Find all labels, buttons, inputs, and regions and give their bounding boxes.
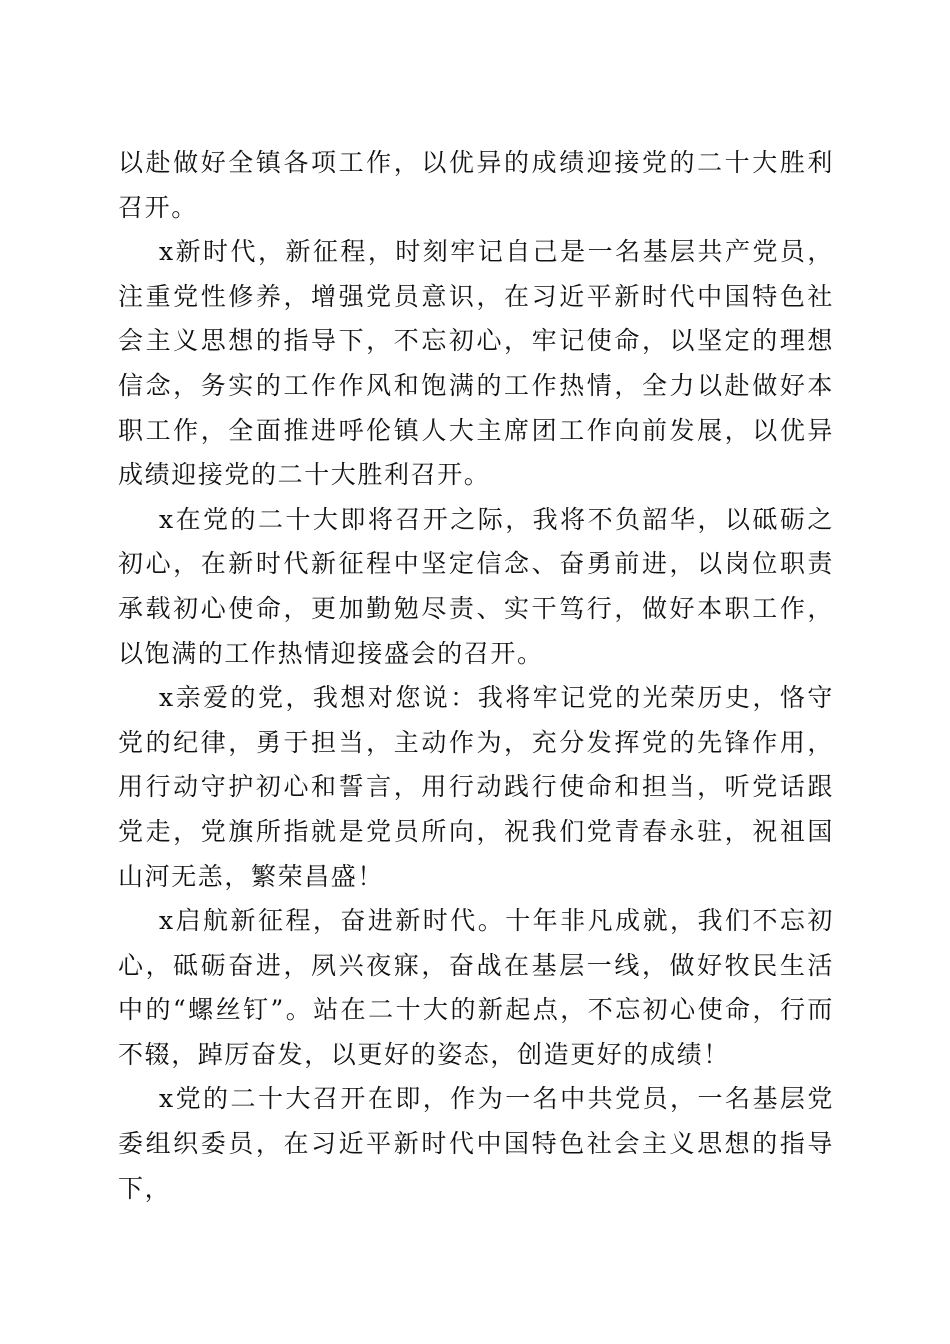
paragraph-1: 以赴做好全镇各项工作，以优异的成绩迎接党的二十大胜利召开。 [118, 148, 834, 222]
paragraph-3: x在党的二十大即将召开之际，我将不负韶华，以砥砺之初心，在新时代新征程中坚定信念、奋勇前进，以岗位职责承载初心使命，更加勤勉尽责、实干笃行，做好本职工作，以饱满的工作热情迎接盛会的召开。 [118, 504, 834, 668]
paragraph-5: x启航新征程，奋进新时代。十年非凡成就，我们不忘初心，砥砺奋进，夙兴夜寐，奋战在基层一线，做好牧民生活中的“螺丝钉”。站在二十大的新起点，不忘初心使命，行而不辍，踔厉奋发，以更好的姿态，创造更好的成绩！ [118, 906, 834, 1069]
paragraph-2: x新时代，新征程，时刻牢记自己是一名基层共产党员，注重党性修养，增强党员意识，在习近平新时代中国特色社会主义思想的指导下，不忘初心，牢记使命，以坚定的理想信念，务实的工作作风和饱满的工作热情，全力以赴做好本职工作，全面推进呼伦镇人大主席团工作向前发展，以优异成绩迎接党的二十大胜利召开。 [118, 237, 834, 490]
paragraph-4: x亲爱的党，我想对您说：我将牢记党的光荣历史，恪守党的纪律，勇于担当，主动作为，充分发挥党的先锋作用，用行动守护初心和誓言，用行动践行使命和担当，听党话跟党走，党旗所指就是党员所向，祝我们党青春永驻，祝祖国山河无恙，繁荣昌盛！ [118, 683, 834, 891]
document-body [118, 141, 834, 1211]
paragraph-6: x党的二十大召开在即，作为一名中共党员，一名基层党委组织委员，在习近平新时代中国特色社会主义思想的指导下， [118, 1084, 834, 1203]
